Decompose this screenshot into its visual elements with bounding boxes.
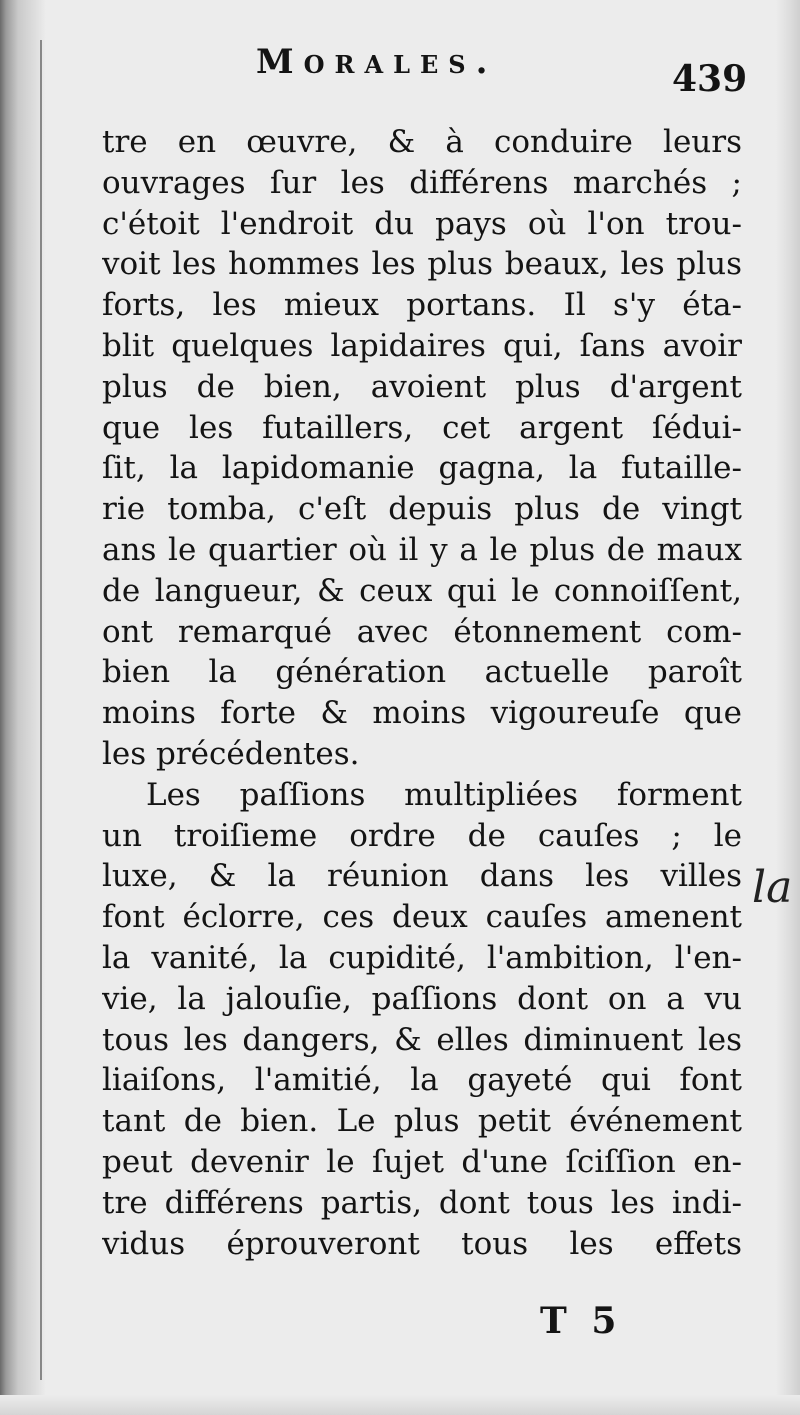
text-line: tre différens partis, dont tous les indi- (102, 1184, 742, 1221)
text-line: plus de bien, avoient plus d'argent (102, 368, 742, 405)
text-line: vidus éprouveront tous les effets (102, 1225, 742, 1262)
text-line: vie, la jalouſie, paſſions dont on a vu (102, 980, 742, 1017)
running-head: Morales. (256, 42, 498, 82)
text-line: bien la génération actuelle paroît (102, 654, 742, 691)
paragraph-end-line: les précédentes. (102, 735, 360, 772)
text-line: que les futaillers, cet argent ſédui- (102, 409, 742, 446)
signature-mark: T 5 (540, 1300, 623, 1342)
body-text (102, 122, 742, 1264)
page-number: 439 (672, 58, 748, 100)
text-line: tant de bien. Le plus petit événement (102, 1103, 742, 1140)
text-line: luxe, & la réunion dans les villes (102, 858, 742, 895)
page-bottom-edge (0, 1395, 800, 1415)
text-line: un troiſieme ordre de cauſes ; le (102, 817, 742, 854)
text-line: de langueur, & ceux qui le connoiſſent, (102, 572, 742, 609)
text-line: font éclorre, ces deux cauſes amenent (102, 899, 742, 936)
text-line: ouvrages ſur les différens marchés ; (102, 164, 742, 201)
text-line: ſit, la lapidomanie gagna, la futaille- (102, 450, 742, 487)
text-line: liaiſons, l'amitié, la gayeté qui font (102, 1062, 742, 1099)
text-line: tous les dangers, & elles diminuent les (102, 1021, 742, 1058)
text-line: la vanité, la cupidité, l'ambition, l'en- (102, 939, 742, 976)
binding-line (40, 40, 42, 1380)
handwritten-margin-note: la (752, 862, 793, 913)
page-right-edge (776, 0, 800, 1415)
text-line: moins forte & moins vigoureuſe que (102, 695, 742, 732)
text-line: forts, les mieux portans. Il s'y éta- (102, 287, 742, 324)
paragraph-start-line: Les paſſions multipliées forment (146, 776, 742, 813)
text-line: peut devenir le ſujet d'une ſciſſion en- (102, 1143, 742, 1180)
text-line: ans le quartier où il y a le plus de maux (102, 531, 742, 568)
text-line: rie tomba, c'eſt depuis plus de vingt (102, 491, 742, 528)
text-line: tre en œuvre, & à conduire leurs (102, 124, 742, 160)
text-line: voit les hommes les plus beaux, les plus (102, 246, 742, 283)
text-line: ont remarqué avec étonnement com- (102, 613, 742, 650)
text-line: c'étoit l'endroit du pays où l'on trou- (102, 205, 742, 242)
text-line: blit quelques lapidaires qui, ſans avoir (102, 327, 742, 364)
